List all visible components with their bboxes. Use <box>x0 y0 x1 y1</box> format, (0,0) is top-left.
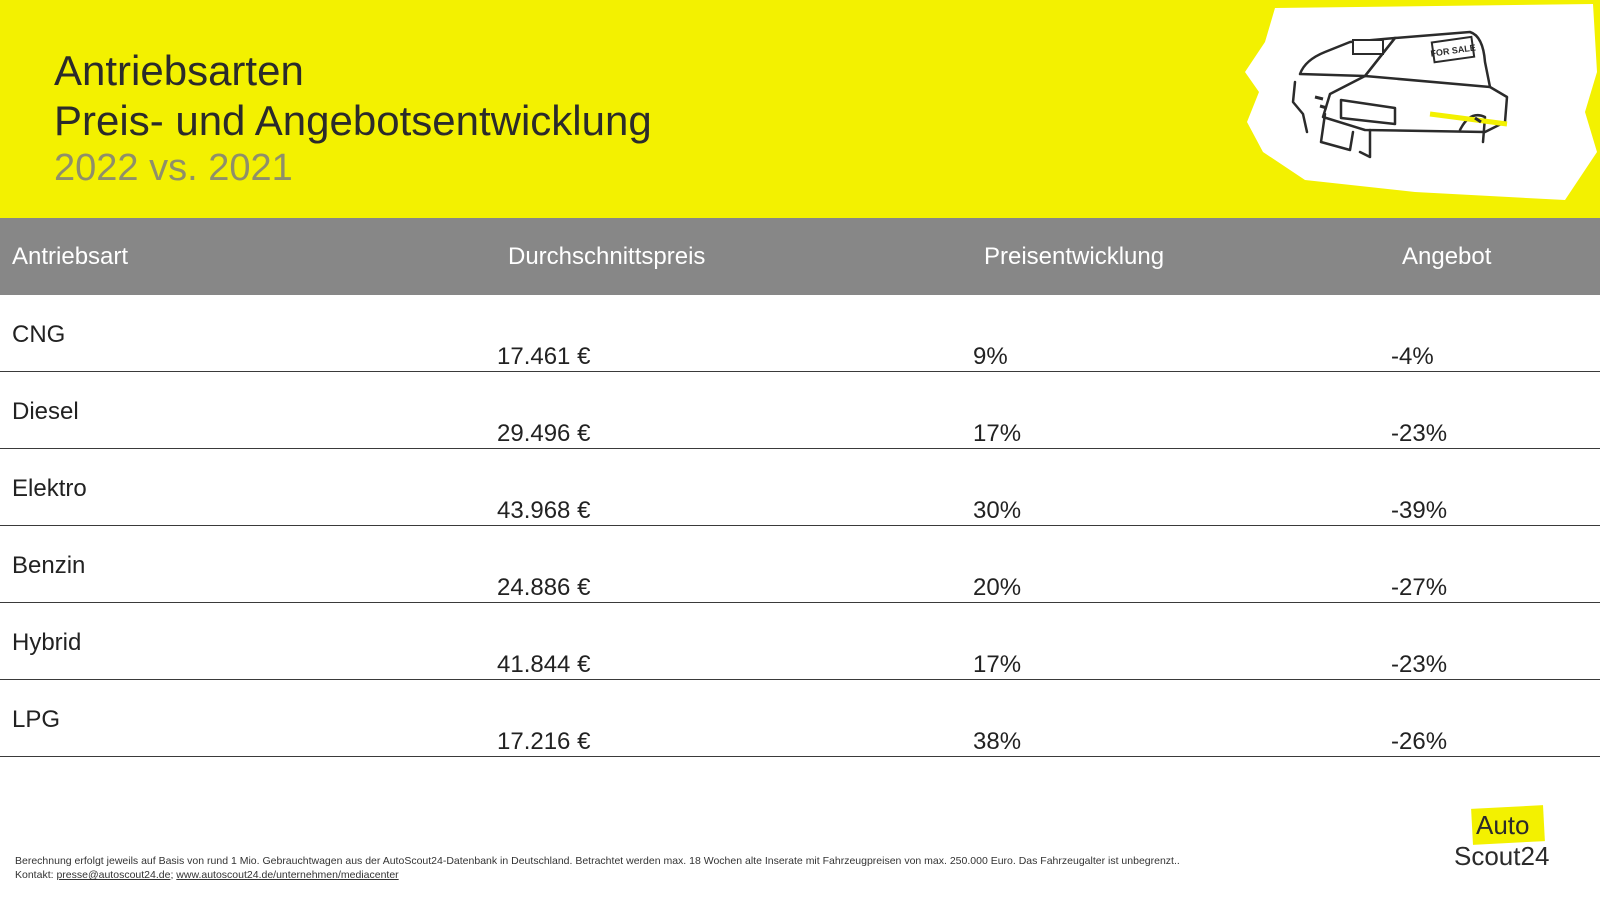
column-header-preisentwicklung: Preisentwicklung <box>984 243 1165 270</box>
cell-angebot: -23% <box>1391 420 1448 447</box>
cell-durchschnittspreis: 24.886 € <box>497 574 591 601</box>
footer-note <box>15 854 1180 882</box>
cell-angebot: -4% <box>1391 343 1434 370</box>
cell-preisentwicklung: 17% <box>973 651 1022 678</box>
table-row <box>0 372 1600 449</box>
cell-angebot: -39% <box>1391 497 1448 524</box>
table-row <box>0 449 1600 526</box>
cell-preisentwicklung: 20% <box>973 574 1022 601</box>
cell-angebot: -27% <box>1391 574 1448 601</box>
cell-antriebsart: CNG <box>12 321 66 348</box>
cell-antriebsart: Elektro <box>12 475 87 502</box>
table-row <box>0 680 1600 757</box>
page-subtitle: 2022 vs. 2021 <box>54 147 293 189</box>
cell-preisentwicklung: 17% <box>973 420 1022 447</box>
cell-antriebsart: Hybrid <box>12 629 82 656</box>
cell-preisentwicklung: 9% <box>973 343 1008 370</box>
cell-angebot: -23% <box>1391 651 1448 678</box>
header-banner <box>0 0 1600 218</box>
cell-durchschnittspreis: 41.844 € <box>497 651 591 678</box>
column-header-antriebsart: Antriebsart <box>12 243 129 270</box>
cell-durchschnittspreis: 17.216 € <box>497 728 591 755</box>
logo-text-auto: Auto <box>1476 810 1530 840</box>
autoscout24-logo <box>1450 805 1560 875</box>
cell-antriebsart: LPG <box>12 706 61 733</box>
footer-disclaimer: Berechnung erfolgt jeweils auf Basis von rund 1 Mio. Gebrauchtwagen aus der AutoScout24-Datenbank in Deutschland. Betrachtet werden max. 18 Wochen alte Inserate mit Fahrzeugpreisen von max. 250.000 Euro. Das Fahrzeugalter ist unbegrenzt.. <box>15 855 1180 867</box>
contact-separator: ; <box>170 869 177 881</box>
mediacenter-link[interactable]: www.autoscout24.de/unternehmen/mediacenter <box>176 869 399 881</box>
cell-antriebsart: Diesel <box>12 398 79 425</box>
cars-for-sale-illustration-icon <box>1245 2 1600 207</box>
column-header-angebot: Angebot <box>1402 243 1492 270</box>
cell-durchschnittspreis: 17.461 € <box>497 343 591 370</box>
cell-angebot: -26% <box>1391 728 1448 755</box>
page-title: Antriebsarten <box>54 47 304 94</box>
table-row <box>0 526 1600 603</box>
cell-durchschnittspreis: 29.496 € <box>497 420 591 447</box>
logo-text-scout24: Scout24 <box>1454 841 1550 871</box>
page-title-line-2: Preis- und Angebotsentwicklung <box>54 97 652 144</box>
table-row <box>0 295 1600 372</box>
cell-durchschnittspreis: 43.968 € <box>497 497 591 524</box>
column-header-durchschnittspreis: Durchschnittspreis <box>508 243 706 270</box>
cell-preisentwicklung: 38% <box>973 728 1022 755</box>
email-link[interactable]: presse@autoscout24.de <box>56 869 171 881</box>
cell-antriebsart: Benzin <box>12 552 86 579</box>
svg-text:FOR SALE: FOR SALE <box>1429 42 1477 59</box>
cell-preisentwicklung: 30% <box>973 497 1022 524</box>
contact-label: Kontakt: <box>15 869 57 881</box>
table-header <box>0 218 1600 295</box>
footer-contact <box>15 868 1180 882</box>
table-row <box>0 603 1600 680</box>
